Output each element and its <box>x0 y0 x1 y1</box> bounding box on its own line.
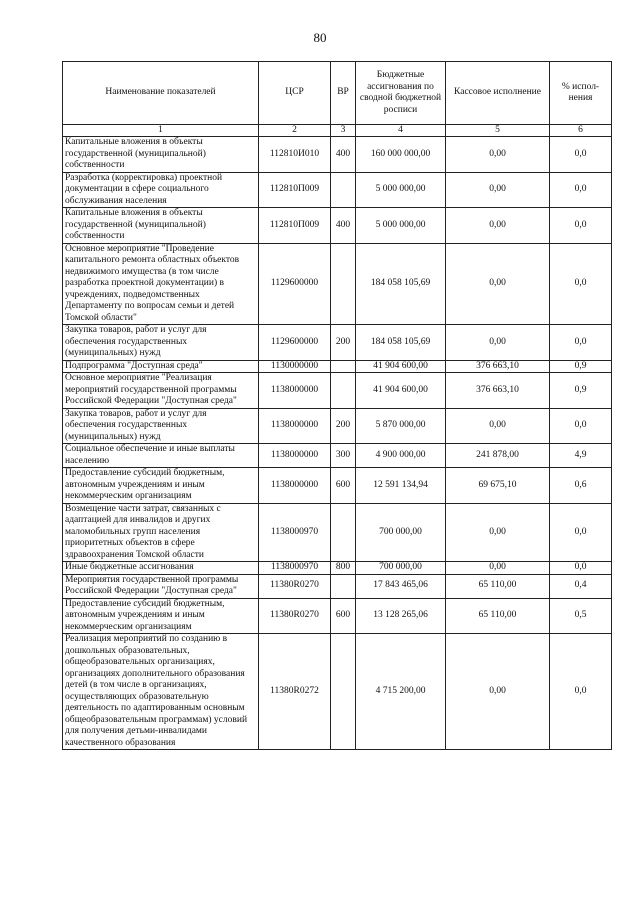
row-percent: 0,0 <box>550 208 612 244</box>
row-name: Социальное обеспечение и иные выплаты населению <box>63 444 259 468</box>
table-row <box>63 360 612 373</box>
row-name: Иные бюджетные ассигнования <box>63 562 259 575</box>
row-name: Предоставление субсидий бюджетным, автономным учреждениям и иным некоммерческим организациям <box>63 598 259 634</box>
row-cash: 0,00 <box>446 325 550 361</box>
table-row <box>63 598 612 634</box>
row-cash: 376 663,10 <box>446 373 550 409</box>
row-cash: 0,00 <box>446 137 550 173</box>
row-name: Предоставление субсидий бюджетным, автономным учреждениям и иным некоммерческим организациям <box>63 468 259 504</box>
row-budget: 4 900 000,00 <box>356 444 446 468</box>
column-header-budget: Бюджетные ассигнования по сводной бюджетной росписи <box>356 62 446 125</box>
table-row <box>63 243 612 325</box>
table-row <box>63 137 612 173</box>
row-cash: 0,00 <box>446 503 550 562</box>
row-vr <box>331 172 356 208</box>
row-budget: 184 058 105,69 <box>356 243 446 325</box>
row-percent: 0,6 <box>550 468 612 504</box>
page-number: 80 <box>313 30 327 45</box>
row-vr <box>331 360 356 373</box>
row-budget: 160 000 000,00 <box>356 137 446 173</box>
row-csr: 1138000000 <box>259 408 331 444</box>
row-name: Разработка (корректировка) проектной документации в сфере социального обслуживания населения <box>63 172 259 208</box>
row-vr: 800 <box>331 562 356 575</box>
row-percent: 0,0 <box>550 503 612 562</box>
row-cash: 0,00 <box>446 172 550 208</box>
row-percent: 0,0 <box>550 172 612 208</box>
row-percent: 0,4 <box>550 574 612 598</box>
row-vr: 300 <box>331 444 356 468</box>
column-header-cash: Кассовое исполнение <box>446 62 550 125</box>
row-budget: 700 000,00 <box>356 503 446 562</box>
row-cash: 0,00 <box>446 243 550 325</box>
row-budget: 17 843 465,06 <box>356 574 446 598</box>
row-csr: 1129600000 <box>259 325 331 361</box>
row-csr: 11380R0270 <box>259 598 331 634</box>
column-number: 4 <box>356 125 446 137</box>
row-csr: 1129600000 <box>259 243 331 325</box>
row-cash: 65 110,00 <box>446 574 550 598</box>
column-number: 1 <box>63 125 259 137</box>
row-percent: 0,5 <box>550 598 612 634</box>
row-cash: 0,00 <box>446 562 550 575</box>
table-row <box>63 325 612 361</box>
row-percent: 0,0 <box>550 137 612 173</box>
row-name: Основное мероприятие "Проведение капитального ремонта областных объектов недвижимого имущества (в том числе разработка проектной документации) в учреждениях, подведомственных Департаменту по вопросам семьи и детей Томской области" <box>63 243 259 325</box>
row-csr: 1138000000 <box>259 373 331 409</box>
row-vr: 600 <box>331 468 356 504</box>
row-csr: 1138000000 <box>259 444 331 468</box>
column-header-name: Наименование показателей <box>63 62 259 125</box>
row-budget: 12 591 134,94 <box>356 468 446 504</box>
column-header-vr: ВР <box>331 62 356 125</box>
row-name: Капитальные вложения в объекты государственной (муниципальной) собственности <box>63 137 259 173</box>
row-percent: 0,0 <box>550 634 612 750</box>
row-budget: 5 870 000,00 <box>356 408 446 444</box>
table-row <box>63 634 612 750</box>
row-csr: 1130000000 <box>259 360 331 373</box>
row-csr: 112810И010 <box>259 137 331 173</box>
table-row <box>63 444 612 468</box>
row-percent: 0,9 <box>550 360 612 373</box>
row-csr: 112810П009 <box>259 208 331 244</box>
row-name: Мероприятия государственной программы Российской Федерации "Доступная среда" <box>63 574 259 598</box>
row-cash: 69 675,10 <box>446 468 550 504</box>
table-header-row <box>63 62 612 125</box>
row-name: Закупка товаров, работ и услуг для обеспечения государственных (муниципальных) нужд <box>63 325 259 361</box>
row-cash: 0,00 <box>446 208 550 244</box>
row-budget: 5 000 000,00 <box>356 172 446 208</box>
row-cash: 241 878,00 <box>446 444 550 468</box>
row-name: Подпрограмма "Доступная среда" <box>63 360 259 373</box>
column-number: 3 <box>331 125 356 137</box>
row-csr: 1138000000 <box>259 468 331 504</box>
table-row <box>63 468 612 504</box>
row-csr: 1138000970 <box>259 562 331 575</box>
row-cash: 0,00 <box>446 634 550 750</box>
table-row <box>63 562 612 575</box>
row-vr: 400 <box>331 137 356 173</box>
row-vr <box>331 503 356 562</box>
column-number: 5 <box>446 125 550 137</box>
row-name: Возмещение части затрат, связанных с адаптацией для инвалидов и других маломобильных групп населения приоритетных объектов в сфере здравоохранения Томской области <box>63 503 259 562</box>
row-csr: 11380R0270 <box>259 574 331 598</box>
row-vr <box>331 373 356 409</box>
column-number: 6 <box>550 125 612 137</box>
row-budget: 13 128 265,06 <box>356 598 446 634</box>
row-cash: 65 110,00 <box>446 598 550 634</box>
table-row <box>63 503 612 562</box>
row-percent: 0,9 <box>550 373 612 409</box>
row-vr <box>331 243 356 325</box>
row-budget: 4 715 200,00 <box>356 634 446 750</box>
row-percent: 4,9 <box>550 444 612 468</box>
column-header-csr: ЦСР <box>259 62 331 125</box>
row-percent: 0,0 <box>550 562 612 575</box>
row-csr: 112810П009 <box>259 172 331 208</box>
row-vr: 200 <box>331 325 356 361</box>
column-number: 2 <box>259 125 331 137</box>
row-name: Основное мероприятие "Реализация мероприятий государственной программы Российской Федерации "Доступная среда" <box>63 373 259 409</box>
row-budget: 5 000 000,00 <box>356 208 446 244</box>
row-budget: 41 904 600,00 <box>356 360 446 373</box>
row-percent: 0,0 <box>550 325 612 361</box>
row-budget: 184 058 105,69 <box>356 325 446 361</box>
row-name: Капитальные вложения в объекты государственной (муниципальной) собственности <box>63 208 259 244</box>
table-row <box>63 574 612 598</box>
row-cash: 376 663,10 <box>446 360 550 373</box>
row-percent: 0,0 <box>550 243 612 325</box>
row-vr: 400 <box>331 208 356 244</box>
table-row <box>63 208 612 244</box>
row-budget: 41 904 600,00 <box>356 373 446 409</box>
row-name: Реализация мероприятий по созданию в дошкольных образовательных, общеобразовательных организациях, организациях дополнительного образования детей (в том числе в организациях, осуществляющих образовательную деятельность по адаптированным основным общеобразовательным программам) условий для получения детьми-инвалидами качественного образования <box>63 634 259 750</box>
row-budget: 700 000,00 <box>356 562 446 575</box>
row-percent: 0,0 <box>550 408 612 444</box>
row-cash: 0,00 <box>446 408 550 444</box>
table-row <box>63 373 612 409</box>
budget-execution-table <box>62 61 612 750</box>
row-name: Закупка товаров, работ и услуг для обеспечения государственных (муниципальных) нужд <box>63 408 259 444</box>
row-vr: 200 <box>331 408 356 444</box>
table-row <box>63 172 612 208</box>
column-header-percent: % испол-нения <box>550 62 612 125</box>
row-vr: 600 <box>331 598 356 634</box>
column-number-row <box>63 125 612 137</box>
row-csr: 1138000970 <box>259 503 331 562</box>
row-vr <box>331 634 356 750</box>
table-row <box>63 408 612 444</box>
row-csr: 11380R0272 <box>259 634 331 750</box>
row-vr <box>331 574 356 598</box>
